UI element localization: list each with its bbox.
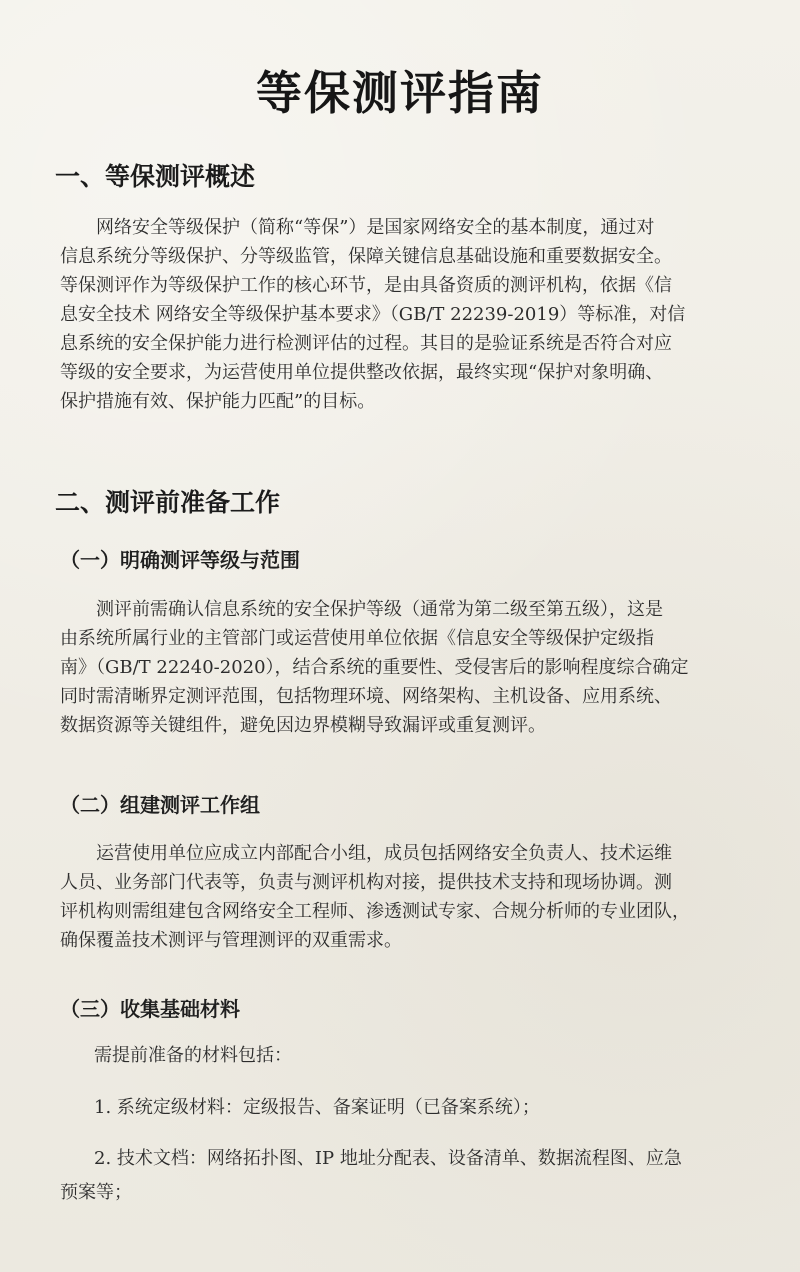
paragraph-line: 由系统所属行业的主管部门或运营使用单位依据《信息安全等级保护定级指 <box>60 628 654 649</box>
subsection-heading-team: （二）组建测评工作组 <box>60 793 260 817</box>
paragraph-line: 南》（GB/T 22240-2020），结合系统的重要性、受侵害后的影响程度综合确定 <box>60 657 689 678</box>
subsection-team-paragraph <box>60 839 750 955</box>
paragraph-line: 等级的安全要求，为运营使用单位提供整改依据，最终实现“保护对象明确、 <box>60 362 664 383</box>
subsection-scope-paragraph <box>60 595 750 740</box>
paragraph-line: 等保测评作为等级保护工作的核心环节，是由具备资质的测评机构，依据《信 <box>60 275 672 296</box>
materials-list-item-2: 2. 技术文档：网络拓扑图、IP 地址分配表、设备清单、数据流程图、应急 <box>94 1148 682 1169</box>
section-heading-preparation: 二、测评前准备工作 <box>55 488 281 517</box>
paragraph-line: 同时需清晰界定测评范围，包括物理环境、网络架构、主机设备、应用系统、 <box>60 686 672 707</box>
paragraph-line: 评机构则需组建包含网络安全工程师、渗透测试专家、合规分析师的专业团队， <box>60 901 690 922</box>
materials-list-item-2-continued: 预案等； <box>60 1182 132 1203</box>
section-heading-overview: 一、等保测评概述 <box>55 162 256 191</box>
paragraph-line: 网络安全等级保护（简称“等保”）是国家网络安全的基本制度，通过对 <box>96 217 655 238</box>
paragraph-line: 测评前需确认信息系统的安全保护等级（通常为第二级至第五级），这是 <box>96 599 663 620</box>
paragraph-line: 息系统的安全保护能力进行检测评估的过程。其目的是验证系统是否符合对应 <box>60 333 672 354</box>
subsection-heading-materials: （三）收集基础材料 <box>60 997 240 1021</box>
paragraph-line: 息安全技术 网络安全等级保护基本要求》（GB/T 22239-2019）等标准，对信 <box>60 304 686 325</box>
section-overview-paragraph <box>60 213 750 416</box>
paragraph-line: 信息系统分等级保护、分等级监管，保障关键信息基础设施和重要数据安全。 <box>60 246 672 267</box>
paragraph-line: 人员、业务部门代表等，负责与测评机构对接，提供技术支持和现场协调。测 <box>60 872 672 893</box>
materials-intro: 需提前准备的材料包括： <box>94 1045 292 1066</box>
paragraph-line: 运营使用单位应成立内部配合小组，成员包括网络安全负责人、技术运维 <box>96 843 672 864</box>
subsection-heading-scope: （一）明确测评等级与范围 <box>60 548 300 572</box>
paragraph-line: 确保覆盖技术测评与管理测评的双重需求。 <box>60 930 402 951</box>
paragraph-line: 保护措施有效、保护能力匹配”的目标。 <box>60 391 376 412</box>
paragraph-line: 数据资源等关键组件，避免因边界模糊导致漏评或重复测评。 <box>60 715 546 736</box>
materials-list-item-1: 1. 系统定级材料：定级报告、备案证明（已备案系统）； <box>94 1097 540 1118</box>
page-title: 等保测评指南 <box>256 66 544 120</box>
